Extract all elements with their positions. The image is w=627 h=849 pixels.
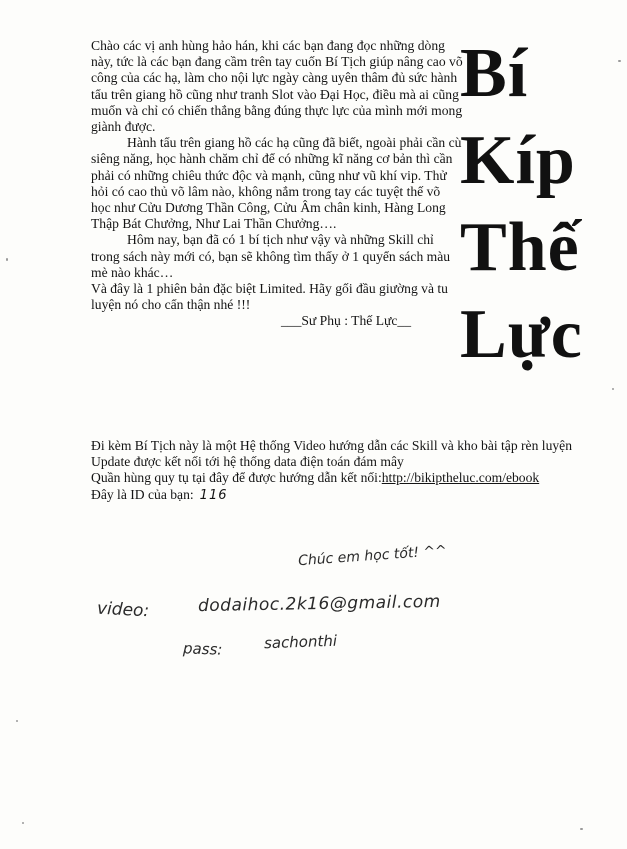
scan-speck — [6, 258, 8, 261]
info-id-line — [91, 487, 611, 504]
title-line-2: Kíp — [460, 122, 576, 199]
intro-paragraph-3: Hôm nay, bạn đã có 1 bí tịch như vậy và những Skill chỉ trong sách này mới có, bạn sẽ không tìm thấy ở 1 quyển sách màu mè nào khác… — [91, 232, 451, 280]
handwritten-email: dodaihoc.2k16@gmail.com — [197, 591, 441, 617]
intro-paragraph-4: Và đây là 1 phiên bản đặc biệt Limited. Hãy gối đầu giường và tu luyện nó cho cẩn thận nhé !!! — [91, 281, 448, 313]
intro-text-block — [91, 38, 463, 330]
book-title — [460, 30, 620, 378]
intro-paragraph-2: Hành tẩu trên giang hồ các hạ cũng đã biết, ngoài phải cần cù siêng năng, học hành chăm chỉ để có những kĩ năng cơ bản thì cần phải có những chiêu thức độc và mạnh, cũng như vũ khí vip. Thử hỏi có cao thủ võ lâm nào, không nắm trong tay các tuyệt thế võ học như Cửu Dương Thần Công, Cửu Âm chân kinh, Hàng Long Thập Bát Chưởng, Như Lai Thần Chưởng…. — [91, 135, 462, 232]
signature-line: ___Sư Phụ : Thế Lực__ — [280, 313, 411, 329]
info-connect-label: Quần hùng quy tụ tại đây để được hướng dẫn kết nối: — [91, 470, 382, 486]
intro-paragraph-1: Chào các vị anh hùng hảo hán, khi các bạn đang đọc những dòng này, tức là các bạn đang cầm trên tay cuốn Bí Tịch giúp nâng cao võ công của các hạ, làm cho nội lực ngày càng uyên thâm đủ sức hành tẩu trên giang hồ cũng như tranh Slot vào Đại Học, điều mà ai cũng muốn và chỉ có chiến thắng bằng đúng thực lực của mình mới mong giành được. — [91, 38, 463, 135]
handwritten-wish: Chúc em học tốt! ^^ — [297, 542, 448, 570]
handwritten-pass-label: pass: — [182, 639, 223, 659]
scan-speck — [580, 828, 583, 830]
title-line-4: Lực — [460, 296, 583, 373]
title-line-1: Bí — [460, 35, 529, 112]
handwritten-video-label: video: — [96, 598, 150, 622]
info-video-system: Đi kèm Bí Tịch này là một Hệ thống Video hướng dẫn các Skill và kho bài tập rèn luyện Update được kết nối tới hệ thống data điện toán đám mây — [91, 438, 572, 470]
info-text-block — [91, 438, 611, 504]
scan-speck — [16, 720, 18, 722]
id-label: Đây là ID của bạn: — [91, 486, 194, 502]
id-value: 116 — [199, 487, 228, 503]
title-line-3: Thế — [460, 209, 580, 286]
ebook-link[interactable]: http://bikiptheluc.com/ebook — [381, 470, 540, 486]
scan-speck — [22, 822, 24, 824]
info-connect-line — [91, 470, 611, 486]
scan-speck — [612, 388, 614, 390]
handwritten-password: sachonthi — [263, 631, 338, 653]
